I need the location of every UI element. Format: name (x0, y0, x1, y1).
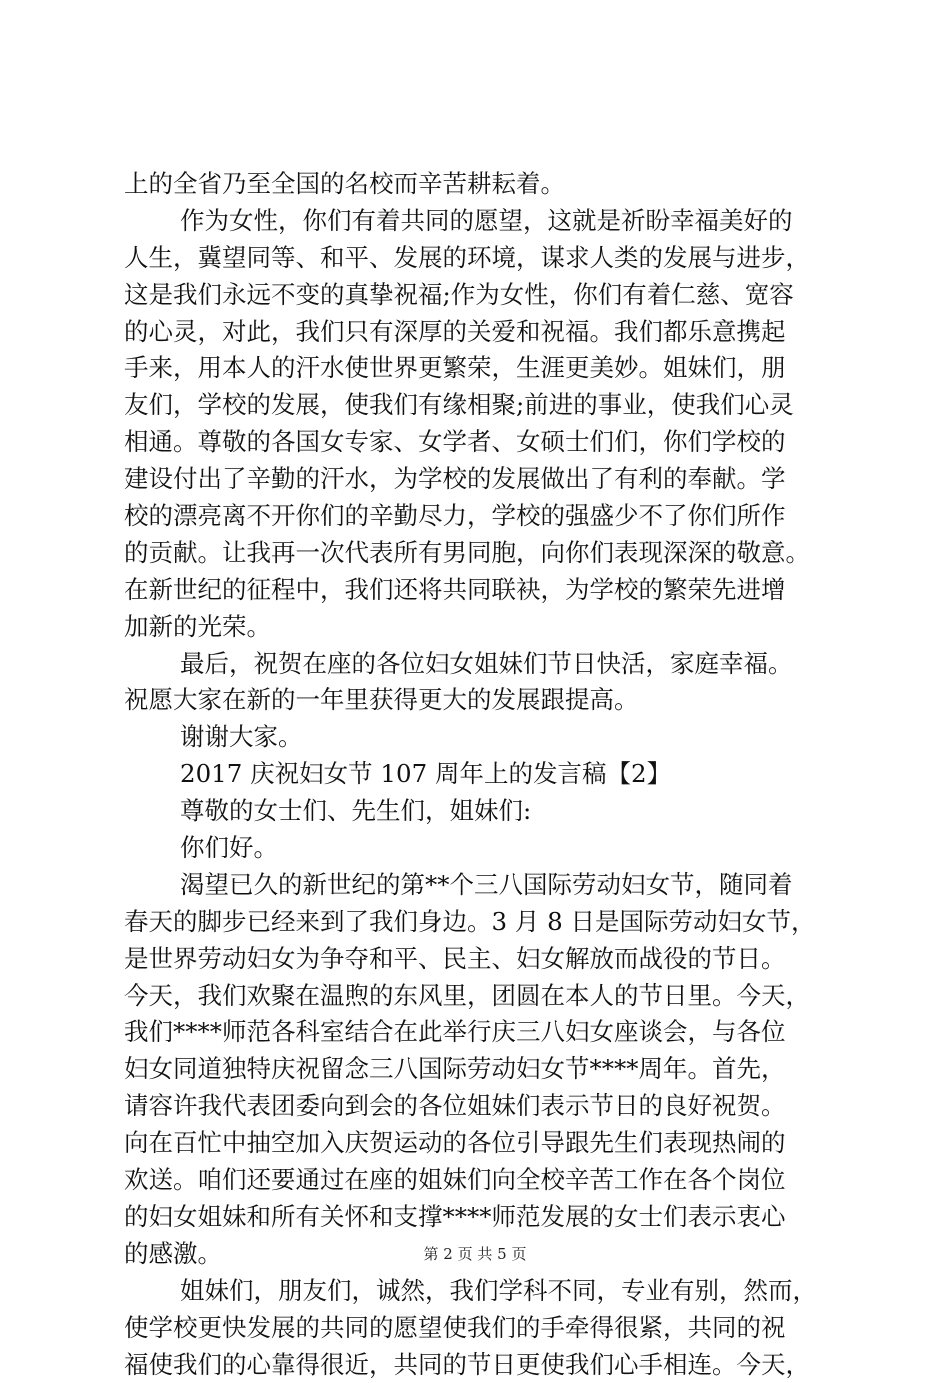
text-line: 今天，我们欢聚在温煦的东风里，团圆在本人的节日里。今天， (124, 978, 836, 1015)
document-body (124, 166, 836, 1383)
text-line: 上的全省乃至全国的名校而辛苦耕耘着。 (124, 166, 836, 203)
text-line: 的妇女姐妹和所有关怀和支撑****师范发展的女士们表示衷心 (124, 1199, 836, 1236)
text-line: 姐妹们，朋友们，诚然，我们学科不同，专业有别，然而， (124, 1273, 836, 1310)
text-line: 人生，冀望同等、和平、发展的环境，谋求人类的发展与进步， (124, 240, 836, 277)
text-line: 使学校更快发展的共同的愿望使我们的手牵得很紧，共同的祝 (124, 1310, 836, 1347)
text-line: 福使我们的心靠得很近，共同的节日更使我们心手相连。今天， (124, 1347, 836, 1383)
text-line: 春天的脚步已经来到了我们身边。3 月 8 日是国际劳动妇女节， (124, 904, 836, 941)
text-line: 建设付出了辛勤的汗水，为学校的发展做出了有利的奉献。学 (124, 461, 836, 498)
text-line: 在新世纪的征程中，我们还将共同联袂，为学校的繁荣先进增 (124, 572, 836, 609)
text-line: 的感激。 (124, 1236, 836, 1273)
text-line: 的心灵，对此，我们只有深厚的关爱和祝福。我们都乐意携起 (124, 314, 836, 351)
text-line: 作为女性，你们有着共同的愿望，这就是祈盼幸福美好的 (124, 203, 836, 240)
salutation: 尊敬的女士们、先生们，姐妹们: (124, 793, 836, 830)
text-line: 加新的光荣。 (124, 609, 836, 646)
text-line: 请容许我代表团委向到会的各位姐妹们表示节日的良好祝贺。 (124, 1088, 836, 1125)
text-line: 渴望已久的新世纪的第**个三八国际劳动妇女节，随同着 (124, 867, 836, 904)
text-line: 向在百忙中抽空加入庆贺运动的各位引导跟先生们表现热闹的 (124, 1125, 836, 1162)
text-line: 相通。尊敬的各国女专家、女学者、女硕士们们，你们学校的 (124, 424, 836, 461)
section-heading: 2017 庆祝妇女节 107 周年上的发言稿【2】 (124, 756, 836, 793)
text-line: 校的漂亮离不开你们的辛勤尽力，学校的强盛少不了你们所作 (124, 498, 836, 535)
text-line: 是世界劳动妇女为争夺和平、民主、妇女解放而战役的节日。 (124, 941, 836, 978)
greeting: 你们好。 (124, 830, 836, 867)
text-line: 的贡献。让我再一次代表所有男同胞，向你们表现深深的敬意。 (124, 535, 836, 572)
text-line: 祝愿大家在新的一年里获得更大的发展跟提高。 (124, 682, 836, 719)
page-number-footer: 第 2 页 共 5 页 (0, 1243, 950, 1264)
text-line: 这是我们永远不变的真挚祝福;作为女性，你们有着仁慈、宽容 (124, 277, 836, 314)
text-line: 妇女同道独特庆祝留念三八国际劳动妇女节****周年。首先， (124, 1051, 836, 1088)
text-line: 手来，用本人的汗水使世界更繁荣，生涯更美妙。姐妹们，朋 (124, 350, 836, 387)
text-line: 我们****师范各科室结合在此举行庆三八妇女座谈会，与各位 (124, 1014, 836, 1051)
text-line: 友们，学校的发展，使我们有缘相聚;前进的事业，使我们心灵 (124, 387, 836, 424)
text-line: 谢谢大家。 (124, 719, 836, 756)
text-line: 欢送。咱们还要通过在座的姐妹们向全校辛苦工作在各个岗位 (124, 1162, 836, 1199)
text-line: 最后，祝贺在座的各位妇女姐妹们节日快活，家庭幸福。 (124, 646, 836, 683)
